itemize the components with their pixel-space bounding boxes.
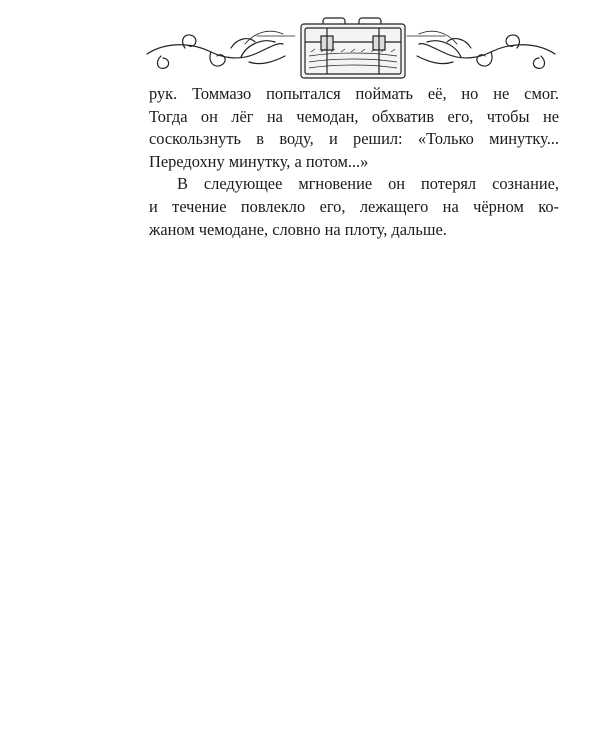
text-line: и течение повлекло его, лежащего на чёрном ко- (149, 196, 559, 216)
paragraph-1 (149, 83, 559, 173)
paragraph-2 (149, 173, 559, 241)
text-line: жаном чемодане, словно на плоту, дальше. (149, 219, 447, 239)
text-line: рук. Томмазо попытался поймать её, но не смог. (149, 84, 559, 103)
text-line: Передохну минутку, а потом...» (149, 151, 369, 171)
text-line: Тогда он лёг на чемодан, обхватив его, чтобы не (149, 106, 559, 126)
body-text (149, 83, 559, 241)
text-line: соскользнуть в воду, и решил: «Только минутку... (149, 129, 559, 149)
suitcase-ornament-icon (145, 12, 557, 84)
text-line: В следующее мгновение он потерял сознание, (177, 174, 559, 194)
